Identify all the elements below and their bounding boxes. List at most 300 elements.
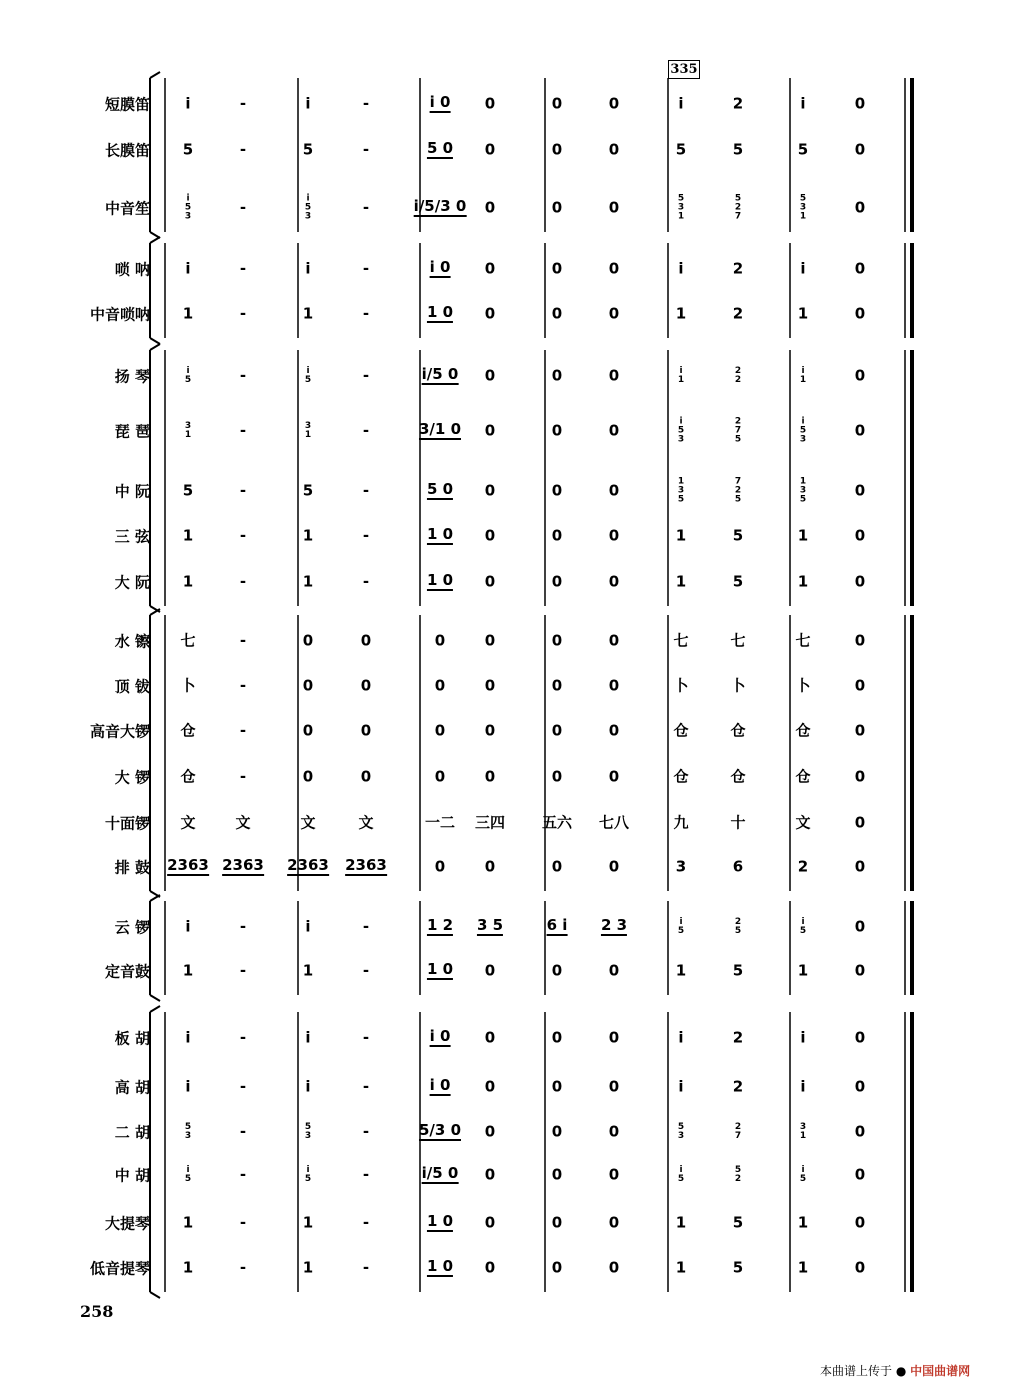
note-cell: 1 0 — [426, 960, 454, 978]
note-cell: i — [678, 1028, 684, 1047]
note-cell: i — [305, 94, 311, 113]
note-cell: 2 5 — [734, 917, 742, 936]
note-cell: 0 — [434, 857, 446, 876]
note-cell: - — [239, 304, 247, 323]
note-cell: - — [239, 526, 247, 545]
note-cell: 0 — [854, 767, 866, 786]
note-cell: i 5 — [677, 1165, 685, 1184]
note-cell: - — [362, 1077, 370, 1096]
note-cell: i — [800, 259, 806, 278]
instrument-label: 顶 钹 — [114, 677, 150, 696]
note-cell: 七 — [673, 631, 689, 650]
note-cell: 0 — [608, 366, 620, 385]
note-cell: 3 — [675, 857, 687, 876]
note-cell: 0 — [484, 94, 496, 113]
instrument-label: 中 胡 — [114, 1166, 150, 1185]
note-cell: 2 3 — [600, 916, 628, 934]
note-cell: 七 — [730, 631, 746, 650]
note-cell: - — [239, 259, 247, 278]
note-cell: 0 — [608, 631, 620, 650]
note-cell: 5 3 1 — [677, 193, 685, 222]
note-cell: 0 — [551, 767, 563, 786]
note-cell: 0 — [302, 767, 314, 786]
note-cell: 0 — [434, 631, 446, 650]
note-cell: - — [239, 481, 247, 500]
note-cell: 1 — [182, 572, 194, 591]
note-cell: 5 0 — [426, 139, 454, 157]
note-cell: 一二 — [424, 813, 456, 832]
group-bracket-hook — [150, 72, 160, 78]
note-cell: 5 — [302, 481, 314, 500]
note-cell: 仓 — [730, 767, 746, 786]
note-cell: 0 — [484, 1258, 496, 1277]
note-cell: 仓 — [730, 721, 746, 740]
note-cell: i — [305, 917, 311, 936]
note-cell: 文 — [795, 813, 811, 832]
note-cell: 1 — [797, 572, 809, 591]
note-cell: 1 — [302, 526, 314, 545]
note-cell: 0 — [608, 526, 620, 545]
note-cell: - — [239, 1258, 247, 1277]
note-cell: i 0 — [429, 1027, 451, 1045]
note-cell: - — [239, 721, 247, 740]
note-cell: 0 — [434, 767, 446, 786]
note-cell: 2363 — [345, 856, 387, 874]
note-cell: 卜 — [180, 676, 196, 695]
group-bracket-hook — [150, 1006, 160, 1012]
note-cell: - — [362, 259, 370, 278]
note-cell: 2363 — [222, 856, 264, 874]
group-bracket-hook — [150, 995, 160, 1001]
note-cell: i/5 0 — [421, 1164, 459, 1182]
note-cell: 1 — [675, 304, 687, 323]
group-bracket-hook — [150, 338, 160, 344]
note-cell: 3 1 — [304, 421, 312, 440]
group-bracket-hook — [150, 1292, 160, 1298]
instrument-label: 大提琴 — [104, 1214, 150, 1233]
note-cell: i — [185, 1077, 191, 1096]
note-cell: - — [362, 1165, 370, 1184]
note-cell: 2 — [797, 857, 809, 876]
note-cell: - — [239, 631, 247, 650]
note-cell: 0 — [551, 676, 563, 695]
note-cell: - — [239, 94, 247, 113]
note-cell: 0 — [608, 1122, 620, 1141]
note-cell: 1 — [797, 304, 809, 323]
note-cell: 1 — [797, 961, 809, 980]
note-cell: 0 — [551, 1213, 563, 1232]
note-cell: 0 — [551, 140, 563, 159]
note-cell: 0 — [484, 1165, 496, 1184]
note-cell: 0 — [484, 721, 496, 740]
note-cell: 0 — [484, 1028, 496, 1047]
note-cell: i 5 — [304, 366, 312, 385]
note-cell: 0 — [854, 631, 866, 650]
instrument-label: 大 锣 — [114, 768, 150, 787]
note-cell: - — [239, 1213, 247, 1232]
note-cell: i 5 — [304, 1165, 312, 1184]
note-cell: i — [678, 94, 684, 113]
note-cell: 3/1 0 — [418, 420, 462, 438]
note-cell: 2 — [732, 304, 744, 323]
note-cell: 0 — [608, 721, 620, 740]
note-cell: 0 — [608, 572, 620, 591]
note-cell: i — [305, 1028, 311, 1047]
note-cell: i 5 — [677, 917, 685, 936]
note-cell: i — [185, 917, 191, 936]
note-cell: i — [800, 1028, 806, 1047]
instrument-label: 中音笙 — [104, 199, 150, 218]
note-cell: 0 — [854, 961, 866, 980]
note-cell: 0 — [854, 1028, 866, 1047]
note-cell: 0 — [608, 481, 620, 500]
instrument-label: 琵 琶 — [114, 422, 150, 441]
note-cell: 1 0 — [426, 571, 454, 589]
note-cell: - — [239, 767, 247, 786]
note-cell: - — [362, 572, 370, 591]
note-cell: 十 — [730, 813, 746, 832]
note-cell: 0 — [551, 1077, 563, 1096]
note-cell: 1 — [797, 1213, 809, 1232]
note-cell: 0 — [854, 1258, 866, 1277]
note-cell: 0 — [608, 676, 620, 695]
note-cell: - — [239, 1028, 247, 1047]
note-cell: 0 — [608, 140, 620, 159]
note-cell: 0 — [551, 526, 563, 545]
note-cell: i 5 3 — [304, 193, 312, 222]
note-cell: 0 — [484, 676, 496, 695]
note-cell: 0 — [434, 721, 446, 740]
instrument-label: 高音大锣 — [89, 722, 150, 741]
note-cell: 0 — [608, 1077, 620, 1096]
note-cell: 仓 — [180, 721, 196, 740]
note-cell: - — [239, 1077, 247, 1096]
note-cell: 七 — [795, 631, 811, 650]
note-cell: 0 — [608, 1258, 620, 1277]
page-number: 258 — [80, 1302, 114, 1321]
note-cell: 0 — [854, 676, 866, 695]
note-cell: 1 0 — [426, 1257, 454, 1275]
note-cell: 0 — [551, 421, 563, 440]
note-cell: 0 — [484, 526, 496, 545]
instrument-label: 中 阮 — [114, 482, 150, 501]
note-cell: i — [185, 1028, 191, 1047]
note-cell: 0 — [484, 140, 496, 159]
note-cell: i 0 — [429, 1076, 451, 1094]
note-cell: - — [239, 961, 247, 980]
note-cell: 0 — [854, 481, 866, 500]
instrument-label: 高 胡 — [114, 1078, 150, 1097]
note-cell: 5 0 — [426, 480, 454, 498]
note-cell: 5 — [732, 1213, 744, 1232]
note-cell: 3 5 — [476, 916, 504, 934]
note-cell: 0 — [484, 1122, 496, 1141]
note-cell: 0 — [854, 1213, 866, 1232]
note-cell: - — [239, 1165, 247, 1184]
note-cell: - — [239, 676, 247, 695]
note-cell: i 5 3 — [799, 416, 807, 445]
note-cell: - — [362, 917, 370, 936]
note-cell: 2 — [732, 1077, 744, 1096]
note-cell: - — [362, 961, 370, 980]
note-cell: 1 — [302, 961, 314, 980]
note-cell: 5 — [302, 140, 314, 159]
note-cell: - — [239, 198, 247, 217]
note-cell: 卜 — [730, 676, 746, 695]
note-cell: 九 — [673, 813, 689, 832]
note-cell: 0 — [854, 259, 866, 278]
note-cell: 仓 — [795, 721, 811, 740]
note-cell: 5 — [797, 140, 809, 159]
note-cell: i/5/3 0 — [413, 197, 467, 215]
note-cell: i — [678, 1077, 684, 1096]
note-cell: 5 3 — [304, 1122, 312, 1141]
note-cell: 0 — [551, 631, 563, 650]
note-cell: 1 — [302, 1213, 314, 1232]
note-cell: 三四 — [474, 813, 506, 832]
note-cell: 0 — [608, 857, 620, 876]
note-cell: 2363 — [287, 856, 329, 874]
note-cell: 七 — [180, 631, 196, 650]
note-cell: - — [362, 1122, 370, 1141]
note-cell: 1 — [675, 572, 687, 591]
note-cell: - — [239, 917, 247, 936]
note-cell: 1 — [675, 961, 687, 980]
note-cell: 1 3 5 — [677, 476, 685, 505]
note-cell: 1 — [182, 304, 194, 323]
note-cell: 仓 — [180, 767, 196, 786]
note-cell: 0 — [854, 526, 866, 545]
note-cell: 0 — [484, 259, 496, 278]
note-cell: 仓 — [673, 721, 689, 740]
note-cell: 0 — [551, 1165, 563, 1184]
note-cell: 0 — [854, 1077, 866, 1096]
note-cell: 0 — [608, 961, 620, 980]
note-cell: 0 — [854, 366, 866, 385]
note-cell: i 1 — [677, 366, 685, 385]
note-cell: - — [362, 140, 370, 159]
instrument-label: 排 鼓 — [114, 858, 150, 877]
note-cell: 2363 — [167, 856, 209, 874]
instrument-label: 水 镲 — [114, 632, 150, 651]
note-cell: 0 — [551, 1028, 563, 1047]
note-cell: 0 — [854, 421, 866, 440]
note-cell: 1 2 — [426, 916, 454, 934]
note-cell: 5 — [732, 526, 744, 545]
note-cell: 文 — [300, 813, 316, 832]
instrument-label: 低音提琴 — [89, 1259, 150, 1278]
rehearsal-mark: 335 — [668, 60, 700, 79]
note-cell: 1 — [797, 526, 809, 545]
note-cell: 0 — [484, 1077, 496, 1096]
note-cell: - — [239, 140, 247, 159]
note-cell: - — [239, 366, 247, 385]
note-cell: 0 — [608, 198, 620, 217]
note-cell: 0 — [302, 721, 314, 740]
note-cell: 0 — [854, 198, 866, 217]
note-cell: - — [362, 198, 370, 217]
group-bracket-hook — [150, 344, 160, 350]
note-cell: 2 7 5 — [734, 416, 742, 445]
note-cell: 2 7 — [734, 1122, 742, 1141]
note-cell: 2 — [732, 1028, 744, 1047]
note-cell: i — [800, 94, 806, 113]
note-cell: 0 — [608, 1213, 620, 1232]
note-cell: - — [362, 1213, 370, 1232]
note-cell: i 5 — [184, 1165, 192, 1184]
instrument-label: 短膜笛 — [104, 95, 150, 114]
note-cell: 文 — [180, 813, 196, 832]
note-cell: 0 — [551, 961, 563, 980]
note-cell: 0 — [484, 961, 496, 980]
note-cell: 0 — [302, 676, 314, 695]
note-cell: i — [800, 1077, 806, 1096]
group-bracket-hook — [150, 237, 160, 243]
note-cell: 0 — [854, 813, 866, 832]
brand-logo-icon: ● — [895, 1364, 907, 1378]
note-cell: 五六 — [541, 813, 573, 832]
note-cell: 1 — [797, 1258, 809, 1277]
note-cell: - — [239, 572, 247, 591]
footer-credit — [820, 1362, 970, 1379]
note-cell: 5 — [732, 961, 744, 980]
note-cell: 5/3 0 — [418, 1121, 462, 1139]
note-cell: 0 — [551, 304, 563, 323]
note-cell: 1 — [182, 1258, 194, 1277]
note-cell: 卜 — [673, 676, 689, 695]
instrument-label: 三 弦 — [114, 527, 150, 546]
note-cell: 1 — [182, 961, 194, 980]
note-cell: 1 — [675, 1213, 687, 1232]
note-cell: i 0 — [429, 93, 451, 111]
note-cell: 0 — [484, 857, 496, 876]
note-cell: 5 — [732, 1258, 744, 1277]
note-cell: 1 0 — [426, 525, 454, 543]
note-cell: 0 — [302, 631, 314, 650]
note-cell: 0 — [854, 857, 866, 876]
note-cell: i 5 3 — [184, 193, 192, 222]
note-cell: 2 — [732, 94, 744, 113]
note-cell: - — [362, 304, 370, 323]
note-cell: 0 — [854, 572, 866, 591]
note-cell: i — [305, 1077, 311, 1096]
note-cell: 0 — [551, 1258, 563, 1277]
note-cell: - — [362, 1258, 370, 1277]
note-cell: 1 3 5 — [799, 476, 807, 505]
note-cell: - — [239, 421, 247, 440]
note-cell: 1 — [302, 304, 314, 323]
note-cell: 0 — [484, 421, 496, 440]
note-cell: 1 — [182, 526, 194, 545]
note-cell: i/5 0 — [421, 365, 459, 383]
note-cell: 0 — [360, 721, 372, 740]
instrument-label: 长膜笛 — [104, 141, 150, 160]
note-cell: 0 — [551, 259, 563, 278]
note-cell: 七八 — [598, 813, 630, 832]
note-cell: 2 — [732, 259, 744, 278]
note-cell: i — [185, 259, 191, 278]
note-cell: i 0 — [429, 258, 451, 276]
note-cell: i 5 — [799, 917, 807, 936]
note-cell: 5 3 1 — [799, 193, 807, 222]
instrument-label: 定音鼓 — [104, 962, 150, 981]
note-cell: 0 — [854, 1165, 866, 1184]
note-cell: 3 1 — [184, 421, 192, 440]
note-cell: 0 — [484, 304, 496, 323]
note-cell: 1 — [302, 572, 314, 591]
instrument-label: 十面锣 — [104, 814, 150, 833]
note-cell: 卜 — [795, 676, 811, 695]
footer-prefix: 本曲谱上传于 — [820, 1364, 893, 1378]
note-cell: - — [362, 366, 370, 385]
note-cell: 5 — [182, 481, 194, 500]
note-cell: 0 — [360, 631, 372, 650]
note-cell: 6 i — [546, 916, 568, 934]
note-cell: 0 — [608, 421, 620, 440]
note-cell: i — [185, 94, 191, 113]
note-cell: 1 0 — [426, 1212, 454, 1230]
note-cell: 1 — [182, 1213, 194, 1232]
note-cell: i — [678, 259, 684, 278]
note-cell: 0 — [551, 572, 563, 591]
note-cell: 0 — [608, 94, 620, 113]
note-cell: 0 — [484, 481, 496, 500]
note-cell: 3 1 — [799, 1122, 807, 1141]
note-cell: 6 — [732, 857, 744, 876]
instrument-label: 二 胡 — [114, 1123, 150, 1142]
note-cell: 0 — [484, 366, 496, 385]
note-cell: 0 — [360, 767, 372, 786]
note-cell: 5 — [732, 572, 744, 591]
note-cell: 2 2 — [734, 366, 742, 385]
note-cell: 0 — [854, 94, 866, 113]
note-cell: 1 0 — [426, 303, 454, 321]
note-cell: 0 — [854, 917, 866, 936]
group-bracket-hook — [150, 895, 160, 901]
note-cell: - — [362, 1028, 370, 1047]
note-cell: 5 — [732, 140, 744, 159]
instrument-label: 大 阮 — [114, 573, 150, 592]
note-cell: 0 — [608, 259, 620, 278]
instrument-label: 板 胡 — [114, 1029, 150, 1048]
note-cell: - — [239, 1122, 247, 1141]
note-cell: 0 — [854, 304, 866, 323]
note-cell: 0 — [484, 767, 496, 786]
instrument-label: 扬 琴 — [114, 367, 150, 386]
footer-brand: 中国曲谱网 — [910, 1364, 971, 1378]
note-cell: 0 — [551, 94, 563, 113]
note-cell: 0 — [551, 198, 563, 217]
note-cell: 5 3 — [184, 1122, 192, 1141]
note-cell: 0 — [551, 857, 563, 876]
note-cell: 0 — [551, 721, 563, 740]
note-cell: 0 — [854, 1122, 866, 1141]
note-cell: 0 — [551, 366, 563, 385]
note-cell: 1 — [675, 1258, 687, 1277]
note-cell: 0 — [360, 676, 372, 695]
note-cell: i 5 — [184, 366, 192, 385]
note-cell: 0 — [608, 1165, 620, 1184]
note-cell: 5 2 — [734, 1165, 742, 1184]
instrument-label: 云 锣 — [114, 918, 150, 937]
note-cell: 7 2 5 — [734, 476, 742, 505]
note-cell: 5 3 — [677, 1122, 685, 1141]
note-cell: 0 — [484, 198, 496, 217]
note-cell: i — [305, 259, 311, 278]
note-cell: 0 — [484, 1213, 496, 1232]
note-cell: 0 — [484, 631, 496, 650]
note-cell: 文 — [358, 813, 374, 832]
